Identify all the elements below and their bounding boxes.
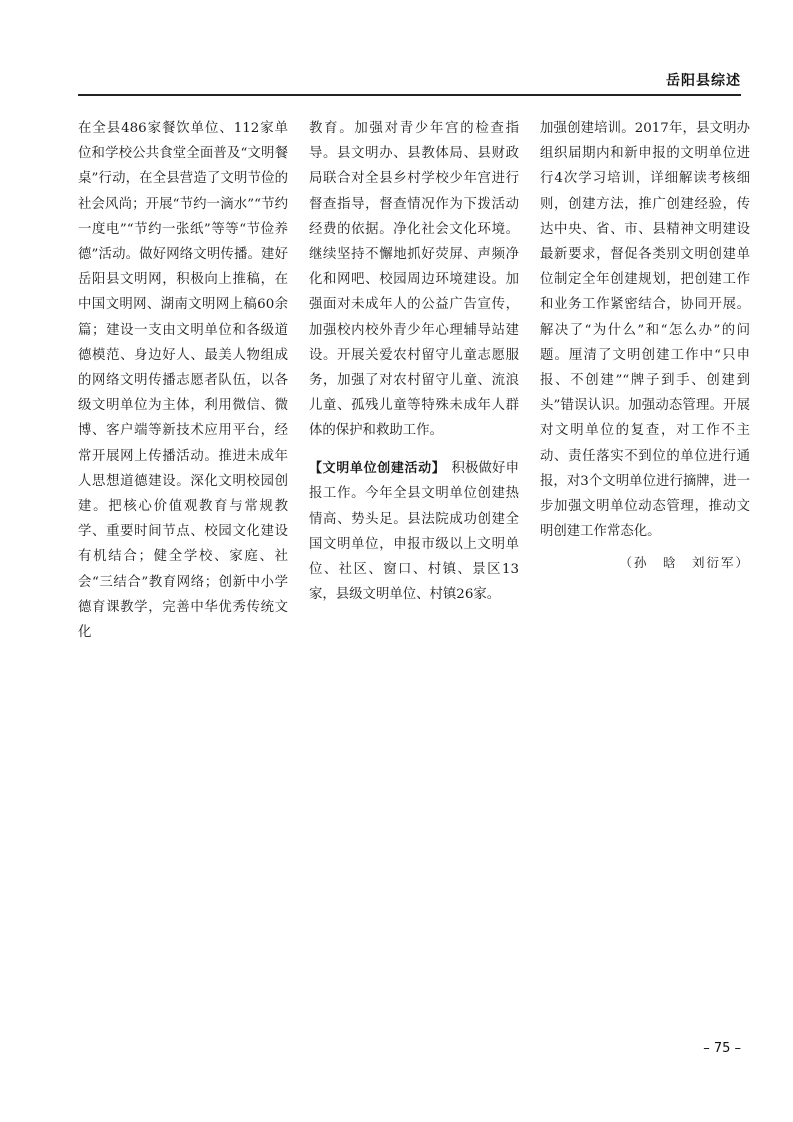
- text-column-1: [78, 116, 288, 645]
- body-paragraph: 在全县486家餐饮单位、112家单位和学校公共食堂全面普及“文明餐桌”行动，在全县营造了文明节俭的社会风尚；开展“节约一滴水”“节约一度电”“节约一张纸”等等“节俭养德”活动。做好网络文明传播。建好岳阳县文明网，积极向上推稿，在中国文明网、湖南文明网上稿60余篇；建设一支由文明单位和各级道德模范、身边好人、最美人物组成的网络文明传播志愿者队伍，以各级文明单位为主体，利用微信、微博、客户端等新技术应用平台，经常开展网上传播活动。推进未成年人思想道德建设。深化文明校园创建。把核心价值观教育与常规教学、重要时间节点、校园文化建设有机结合；健全学校、家庭、社会“三结合”教育网络；创新中小学德育课教学，完善中华优秀传统文化: [78, 121, 288, 641]
- text-column-2: [309, 116, 519, 607]
- running-head: 岳阳县综述: [666, 73, 741, 89]
- section-body: 积极做好申报工作。今年全县文明单位创建热情高、势头足。县法院成功创建全国文明单位，申报市级以上文明单位、社区、窗口、村镇、景区13家，县级文明单位、村镇26家。: [309, 461, 519, 603]
- page-number: – 75 –: [703, 1041, 741, 1056]
- author-signature: （孙 晗 刘衍军）: [619, 555, 750, 571]
- body-paragraph: 教育。加强对青少年宫的检查指导。县文明办、县教体局、县财政局联合对全县乡村学校少年宫进行督查指导，督查情况作为下拨活动经费的依据。净化社会文化环境。继续坚持不懈地抓好荧屏、声频净化和网吧、校园周边环境建设。加强面对未成年人的公益广告宣传，加强校内校外青少年心理辅导站建设。开展关爱农村留守儿童志愿服务，加强了对农村留守儿童、流浪儿童、孤残儿童等特殊未成年人群体的保护和救助工作。: [309, 121, 519, 439]
- header-rule: [78, 94, 741, 96]
- section-title: 【文明单位创建活动】: [309, 461, 446, 477]
- text-column-3: [540, 116, 750, 576]
- section-paragraph: [309, 456, 519, 607]
- body-paragraph: 加强创建培训。2017年，县文明办组织届期内和新申报的文明单位进行4次学习培训，详细解读考核细则，创建方法，推广创建经验，传达中央、省、市、县精神文明建设最新要求，督促各类别文明创建单位制定全年创建规划，把创建工作和业务工作紧密结合，协同开展。解决了“为什么”和“怎么办”的问题。厘清了文明创建工作中“只申报、不创建”“牌子到手、创建到头”错误认识。加强动态管理。开展对文明单位的复查，对工作不主动、责任落实不到位的单位进行通报，对3个文明单位进行摘牌，进一步加强文明单位动态管理，推动文明创建工作常态化。: [540, 121, 750, 540]
